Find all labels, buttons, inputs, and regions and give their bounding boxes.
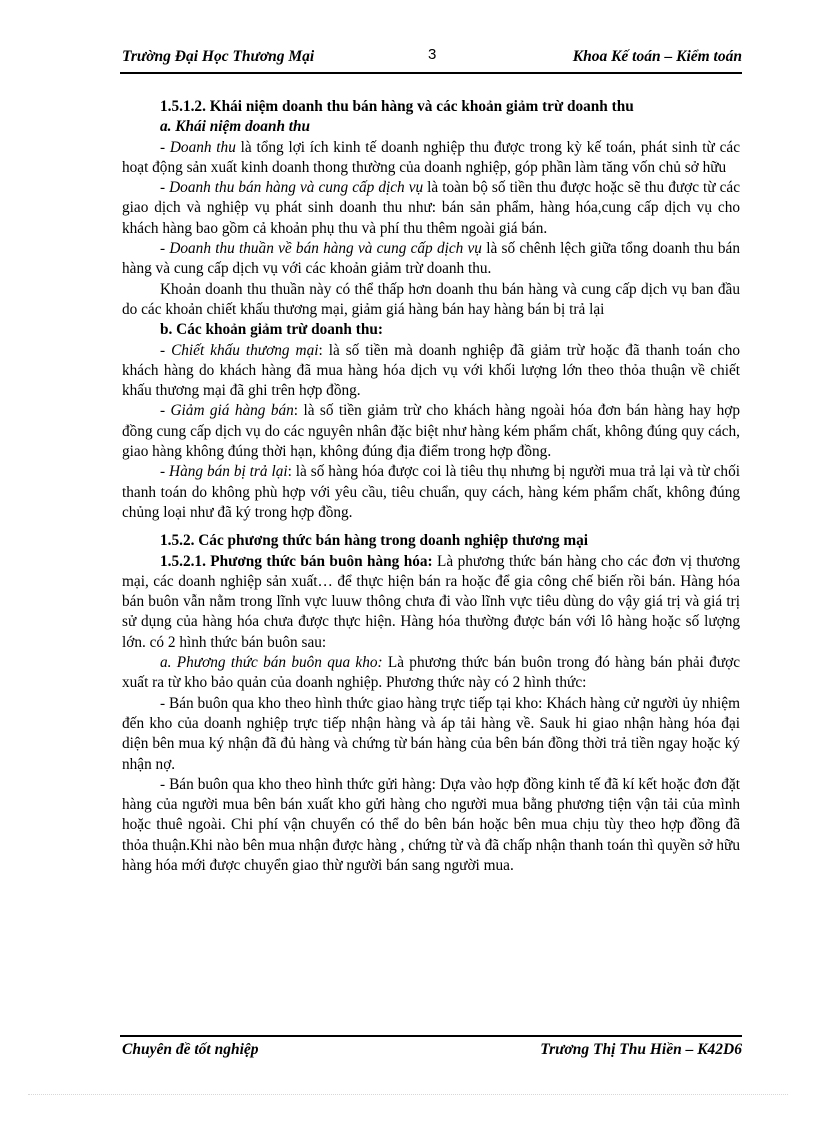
footer-rule <box>120 1035 742 1037</box>
page-header <box>122 46 742 70</box>
paragraph-ban-buon-qua-kho: a. Phương thức bán buôn qua kho: Là phương thức bán buôn trong đó hàng bán phải được xuất ra từ kho bảo quản của doanh nghiệp. Phương thức này có 2 hình thức: <box>122 654 740 692</box>
page-number: 3 <box>428 46 437 63</box>
term-doanh-thu-thuan: - Doanh thu thuần về bán hàng và cung cấp dịch vụ <box>160 240 482 258</box>
heading-1-5-2-1: 1.5.2.1. Phương thức bán buôn hàng hóa: <box>160 552 433 570</box>
paragraph-giao-hang-truc-tiep: - Bán buôn qua kho theo hình thức giao hàng trực tiếp tại kho: Khách hàng cử người ủy nhiệm đến kho của doanh nghiệp trực tiếp nhận hàng và áp tải hàng về. Sauk hi giao nhận hàng hóa đại diện bên mua ký nhận đã đủ hàng và chứng từ bán hàng của bên bán đồng thời trả tiền ngay hoặc ký nhận nợ. <box>122 694 740 773</box>
paragraph-gui-hang: - Bán buôn qua kho theo hình thức gửi hàng: Dựa vào hợp đồng kinh tế đã kí kết hoặc đơn đặt hàng của người mua bên bán xuất kho gửi hàng cho người mua bằng phương tiện vận tải của mình hoặc thuê ngoài. Chi phí vận chuyển có thể do bên bán hoặc bên mua chịu tùy theo hợp đồng đã thỏa thuận.Khi nào bên mua nhận được hàng , chứng từ và đã chấp nhận thanh toán thì quyền sở hữu hàng hóa mới được chuyển giao thừ người bán sang người mua. <box>122 775 740 874</box>
term-doanh-thu: - Doanh thu <box>160 138 236 156</box>
term-hang-ban-tra-lai: - Hàng bán bị trả lại <box>160 463 288 481</box>
paragraph-doanh-thu-ban-hang: - Doanh thu bán hàng và cung cấp dịch vụ là toàn bộ số tiền thu được hoặc sẽ thu được từ các giao dịch và nghiệp vụ phát sinh doanh thu như: bán sản phẩm, hàng hóa,cung cấp dịch vụ cho khách hàng bao gồm cả khoản phụ thu và phí thu thêm ngoài giá bán. <box>122 179 741 237</box>
footer-title: Chuyên đề tốt nghiệp <box>122 1041 259 1058</box>
header-rule <box>120 72 742 74</box>
term-chiet-khau: - Chiết khấu thương mại <box>160 341 319 359</box>
paragraph-ban-buon: 1.5.2.1. Phương thức bán buôn hàng hóa: Là phương thức bán hàng cho các đơn vị thương mại, các doanh nghiệp sản xuất… để thực hiện bán ra hoặc để gia công chế biến rồi bán. Hàng hóa bán buôn vẫn nằm trong lĩnh vực luuw thông chưa đi vào lĩnh vực tiêu dùng do vậy giá trị và giá trị sử dụng của hàng hóa chưa được thực hiện. Hàng hóa thường được bán với lô hàng hoặc số lượng lớn. có 2 hình thức bán buôn sau: <box>122 552 740 651</box>
paragraph-khoan-doanh-thu-thuan: Khoản doanh thu thuần này có thể thấp hơn doanh thu bán hàng và cung cấp dịch vụ ban đầu do các khoản chiết khấu thương mại, giảm giá hàng bán hay hàng bán bị trả lại <box>122 280 740 318</box>
paragraph-doanh-thu-thuan: - Doanh thu thuần về bán hàng và cung cấp dịch vụ là số chênh lệch giữa tổng doanh thu bán hàng và cung cấp dịch vụ với các khoản giảm trừ doanh thu. <box>122 240 740 278</box>
term-ban-buon-qua-kho: a. Phương thức bán buôn qua kho: <box>160 654 383 672</box>
paragraph-hang-ban-tra-lai: - Hàng bán bị trả lại: là số hàng hóa được coi là tiêu thụ nhưng bị người mua trả lại và từ chối thanh toán do không phù hợp với yêu cầu, tiêu chuẩn, quy cách, hàng kém phẩm chất, không đúng chủng loại như đã ký trong hợp đồng. <box>122 463 740 521</box>
spacer <box>122 523 740 531</box>
header-faculty: Khoa Kế toán – Kiểm toán <box>572 48 742 65</box>
page-footer <box>122 1041 742 1065</box>
page-break-line <box>28 1094 788 1095</box>
subheading-a: a. Khái niệm doanh thu <box>160 118 311 136</box>
section-heading-1-5-2: 1.5.2. Các phương thức bán hàng trong doanh nghiệp thương mại <box>160 532 588 550</box>
subheading-b: b. Các khoản giảm trừ doanh thu: <box>160 321 383 339</box>
paragraph-chiet-khau: - Chiết khấu thương mại: là số tiền mà doanh nghiệp đã giảm trừ hoặc đã thanh toán cho khách hàng do khách hàng đã mua hàng hóa dịch vụ với khối lượng lớn theo thỏa thuận về chiết khấu thương mại đã ghi trên hợp đồng. <box>122 341 740 400</box>
paragraph-doanh-thu: - Doanh thu là tổng lợi ích kinh tế doanh nghiệp thu được trong kỳ kế toán, phát sinh từ các hoạt động sản xuất kinh doanh thong thường của doanh nghiệp, góp phần làm tăng vốn chủ sở hữu <box>122 138 740 176</box>
term-doanh-thu-ban-hang: - Doanh thu bán hàng và cung cấp dịch vụ <box>160 179 424 197</box>
section-heading-1-5-1-2: 1.5.1.2. Khái niệm doanh thu bán hàng và các khoản giảm trừ doanh thu <box>160 98 634 115</box>
paragraph-giam-gia: - Giảm giá hàng bán: là số tiền giảm trừ cho khách hàng ngoài hóa đơn bán hàng hay hợp đồng cung cấp dịch vụ do các nguyên nhân đặc biệt như hàng kém phẩm chất, không đúng quy cách, giao hàng không đúng thời hạn, không đúng địa điểm trong hợp đồng. <box>122 402 740 461</box>
term-giam-gia: - Giảm giá hàng bán <box>160 402 294 420</box>
document-body <box>122 97 740 876</box>
footer-author: Trương Thị Thu Hiền – K42D6 <box>540 1041 742 1058</box>
header-university: Trường Đại Học Thương Mại <box>122 48 315 65</box>
